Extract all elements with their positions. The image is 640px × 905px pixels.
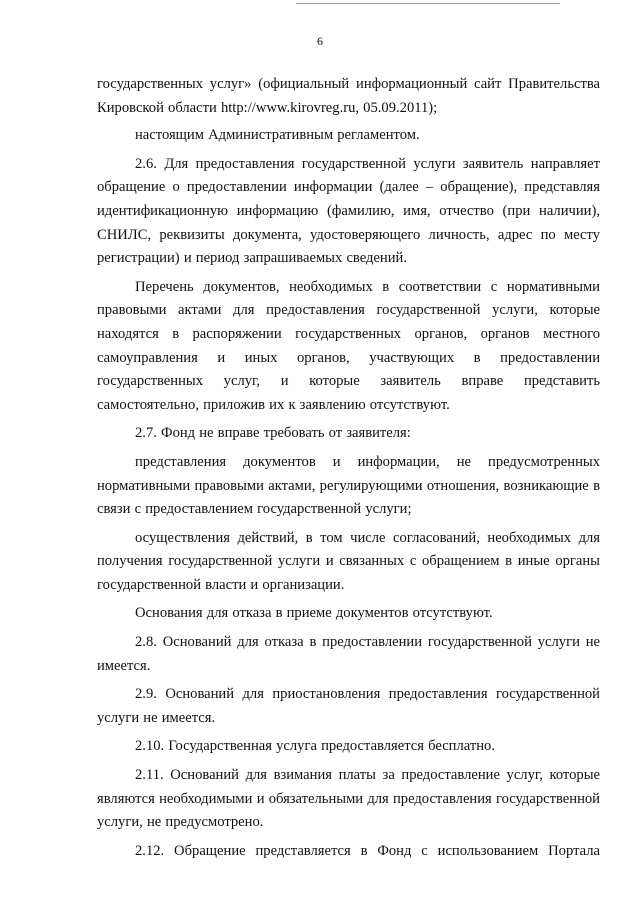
- paragraph-continued-sources: государственных услуг» (официальный информационный сайт Правительства Кировской области http://www.kirovreg.ru, 05.09.2011);: [97, 76, 600, 116]
- top-scan-rule: [296, 3, 560, 4]
- document-body: [97, 73, 600, 868]
- paragraph-2-10: 2.10. Государственная услуга предоставляется бесплатно.: [135, 738, 496, 755]
- paragraph-documents-list: Перечень документов, необходимых в соответствии с нормативными правовыми актами для предоставления государственной услуги, которые находятся в распоряжении государственных органов, органов местного самоуправления и иных органов, участвующих в предоставлении государственных услуг, и которые заявитель вправе представить самостоятельно, приложив их к заявлению отсутствуют.: [97, 278, 600, 413]
- page-number: 6: [317, 34, 323, 48]
- paragraph-2-7-item-2: осуществления действий, в том числе согласований, необходимых для получения государственной услуги и связанных с обращением в иные органы государственной власти и организации.: [97, 529, 600, 593]
- paragraph-2-9: 2.9. Оснований для приостановления предоставления государственной услуги не имеется.: [97, 686, 600, 726]
- paragraph-refusal-grounds: Основания для отказа в приеме документов отсутствуют.: [135, 605, 493, 622]
- paragraph-regulation: настоящим Административным регламентом.: [135, 127, 420, 144]
- paragraph-2-6: 2.6. Для предоставления государственной услуги заявитель направляет обращение о предоставлении информации (далее – обращение), представляя идентификационную информацию (фамилию, имя, отчество (при наличии), СНИЛС, реквизиты документа, удостоверяющего личность, адрес по месту регистрации) и период запрашиваемых сведений.: [97, 155, 600, 267]
- paragraph-2-11: 2.11. Оснований для взимания платы за предоставление услуг, которые являются необходимыми и обязательными для предоставления государственной услуги, не предусмотрено.: [97, 767, 600, 831]
- paragraph-2-7-item-1: представления документов и информации, не предусмотренных нормативными правовыми актами, регулирующими отношения, возникающие в связи с предоставлением государственной услуги;: [97, 453, 600, 518]
- paragraph-2-12: 2.12. Обращение представляется в Фонд с использованием Портала: [135, 842, 600, 859]
- paragraph-2-8: 2.8. Оснований для отказа в предоставлении государственной услуги не имеется.: [97, 634, 600, 674]
- paragraph-2-7: 2.7. Фонд не вправе требовать от заявителя:: [135, 425, 411, 442]
